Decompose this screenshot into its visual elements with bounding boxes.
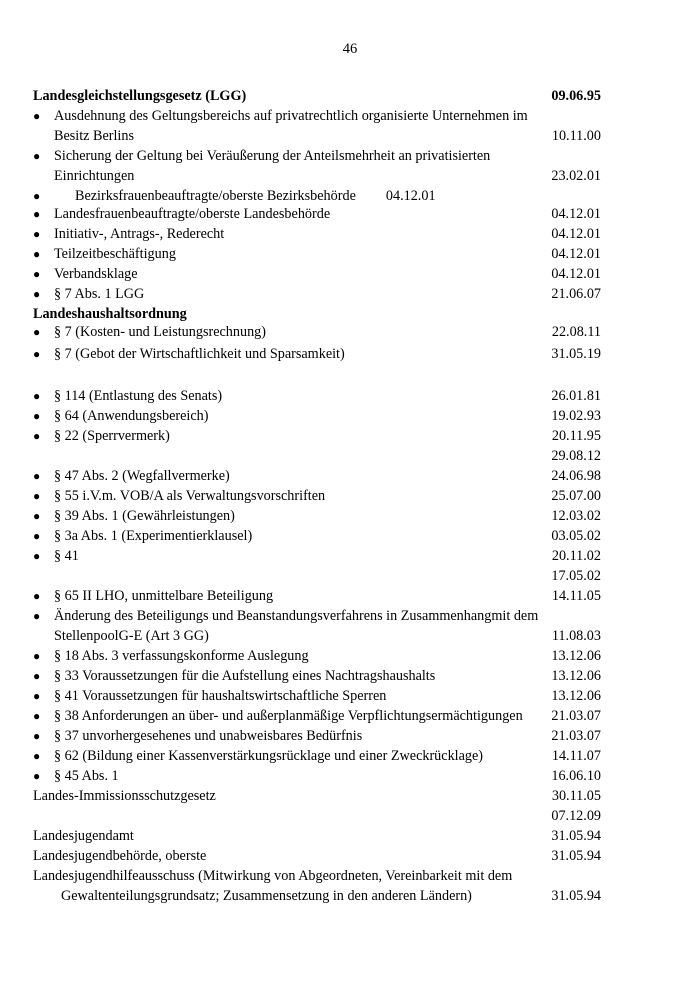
index-entry: [33, 244, 601, 264]
bullet-icon: ●: [33, 609, 41, 623]
entry-date: 07.12.09: [551, 808, 601, 824]
index-entry: [33, 846, 601, 866]
entry-text: § 3a Abs. 1 (Experimentierklausel): [54, 528, 253, 544]
bullet-icon: ●: [33, 529, 41, 543]
bullet-icon: ●: [33, 389, 41, 403]
entry-text: § 41: [54, 548, 79, 564]
entry-text: § 22 (Sperrvermerk): [54, 428, 170, 444]
bullet-icon: ●: [33, 489, 41, 503]
entry-date: 04.12.01: [551, 206, 601, 222]
index-entry: [33, 866, 601, 886]
entry-text: Landes-Immissionsschutzgesetz: [33, 788, 216, 804]
entry-text: Einrichtungen: [54, 168, 135, 184]
index-entry: [33, 546, 601, 566]
entry-text: § 47 Abs. 2 (Wegfallvermerke): [54, 468, 230, 484]
index-entry: [33, 606, 601, 626]
entry-text: Verbandsklage: [54, 266, 138, 282]
index-entry: [33, 586, 601, 606]
entry-date: 21.03.07: [551, 708, 601, 724]
entry-date: 03.05.02: [551, 528, 601, 544]
index-entry: [33, 304, 601, 324]
index-entry: [33, 686, 601, 706]
bullet-icon: ●: [33, 689, 41, 703]
index-entry: [33, 746, 601, 766]
bullet-icon: ●: [33, 409, 41, 423]
index-entry: [33, 666, 601, 686]
entry-text: § 114 (Entlastung des Senats): [54, 388, 223, 404]
entry-date: 31.05.94: [551, 828, 601, 844]
entry-date: 30.11.05: [551, 788, 601, 804]
entry-date: 12.03.02: [551, 508, 601, 524]
entry-text: § 45 Abs. 1: [54, 768, 119, 784]
entry-date: 29.08.12: [551, 448, 601, 464]
bullet-icon: ●: [33, 469, 41, 483]
entry-text: § 39 Abs. 1 (Gewährleistungen): [54, 508, 235, 524]
entry-date: 04.12.01: [551, 226, 601, 242]
index-entry: [33, 446, 601, 466]
index-entry: [33, 766, 601, 786]
entry-text: Landesfrauenbeauftragte/oberste Landesbehörde: [54, 206, 331, 222]
bullet-icon: ●: [33, 109, 41, 123]
index-entry: [33, 486, 601, 506]
entry-text: § 37 unvorhergesehenes und unabweisbares Bedürfnis: [54, 728, 363, 744]
entry-date: 14.11.05: [551, 588, 601, 604]
index-entry: [33, 826, 601, 846]
entry-date: 25.07.00: [551, 488, 601, 504]
index-entry: [33, 706, 601, 726]
bullet-icon: ●: [33, 649, 41, 663]
index-entry: [33, 264, 601, 284]
entry-date: 22.08.11: [551, 324, 601, 340]
bullet-icon: ●: [33, 589, 41, 603]
entry-text: § 7 Abs. 1 LGG: [54, 286, 145, 302]
index-entry: [33, 626, 601, 646]
bullet-icon: ●: [33, 509, 41, 523]
entry-text: § 64 (Anwendungsbereich): [54, 408, 209, 424]
index-entry: [33, 204, 601, 224]
entry-text: Landesjugendhilfeausschuss (Mitwirkung von Abgeordneten, Vereinbarkeit mit dem: [33, 868, 513, 884]
entry-date: 24.06.98: [551, 468, 601, 484]
entry-date: 31.05.19: [551, 346, 601, 362]
entry-date: 13.12.06: [551, 688, 601, 704]
index-entry: [33, 344, 601, 364]
entry-text: Besitz Berlins: [54, 128, 134, 144]
bullet-icon: ●: [33, 287, 41, 301]
bullet-icon: ●: [33, 669, 41, 683]
index-entry: [33, 506, 601, 526]
index-entry: [33, 566, 601, 586]
index-entry: [33, 726, 601, 746]
entry-date: 17.05.02: [551, 568, 601, 584]
entry-date: 20.11.95: [551, 428, 601, 444]
entry-text: § 7 (Kosten- und Leistungsrechnung): [54, 324, 266, 340]
entry-date: 14.11.07: [551, 748, 601, 764]
entry-date: 23.02.01: [551, 168, 601, 184]
index-entry: [33, 86, 601, 106]
index-entry: [33, 224, 601, 244]
bullet-icon: ●: [33, 347, 41, 361]
bullet-icon: ●: [33, 149, 41, 163]
entry-text: Teilzeitbeschäftigung: [54, 246, 176, 262]
index-entry: [33, 886, 601, 906]
entry-date: 21.03.07: [551, 728, 601, 744]
index-entry: [33, 166, 601, 186]
entry-text: § 65 II LHO, unmittelbare Beteiligung: [54, 588, 274, 604]
entry-text: Bezirksfrauenbeauftragte/oberste Bezirksbehörde 04.12.01: [75, 188, 436, 204]
entry-text: Sicherung der Geltung bei Veräußerung der Anteilsmehrheit an privatisierten: [54, 148, 491, 164]
entry-text: Initiativ-, Antrags-, Rederecht: [54, 226, 225, 242]
index-entry: [33, 806, 601, 826]
entry-date: 13.12.06: [551, 668, 601, 684]
page-number: 46: [342, 41, 358, 57]
entry-date: 04.12.01: [551, 266, 601, 282]
bullet-icon: ●: [33, 749, 41, 763]
entry-date: 13.12.06: [551, 648, 601, 664]
entry-text: Landeshaushaltsordnung: [33, 306, 187, 322]
index-entry: [33, 526, 601, 546]
bullet-icon: ●: [33, 729, 41, 743]
entry-text: § 7 (Gebot der Wirtschaftlichkeit und Sparsamkeit): [54, 346, 345, 362]
entry-date: 31.05.94: [551, 888, 601, 904]
bullet-icon: ●: [33, 549, 41, 563]
entry-text: Ausdehnung des Geltungsbereichs auf privatrechtlich organisierte Unternehmen im: [54, 108, 528, 124]
entry-date: 09.06.95: [551, 88, 601, 104]
entry-date: 04.12.01: [385, 188, 436, 204]
index-entry: [33, 284, 601, 304]
entry-text: StellenpoolG-E (Art 3 GG): [54, 628, 209, 644]
index-entry: [33, 322, 601, 342]
entry-text: Landesgleichstellungsgesetz (LGG): [33, 88, 247, 104]
index-entry: [33, 646, 601, 666]
bullet-icon: ●: [33, 227, 41, 241]
entry-date: 31.05.94: [551, 848, 601, 864]
entry-date: 26.01.81: [551, 388, 601, 404]
index-entry: [33, 406, 601, 426]
entry-text: § 62 (Bildung einer Kassenverstärkungsrücklage und einer Zweckrücklage): [54, 748, 484, 764]
index-entry: [33, 426, 601, 446]
bullet-icon: ●: [33, 267, 41, 281]
index-entry: [33, 786, 601, 806]
index-entry: [33, 186, 601, 206]
bullet-icon: ●: [33, 429, 41, 443]
entry-text: Landesjugendamt: [33, 828, 134, 844]
entry-date: 20.11.02: [551, 548, 601, 564]
entry-text: Gewaltenteilungsgrundsatz; Zusammensetzung in den anderen Ländern): [61, 888, 472, 904]
bullet-icon: ●: [33, 709, 41, 723]
entry-date: 11.08.03: [551, 628, 601, 644]
entry-date: 10.11.00: [551, 128, 601, 144]
index-entry: [33, 146, 601, 166]
index-entry: [33, 106, 601, 126]
bullet-icon: ●: [33, 207, 41, 221]
entry-text: § 41 Voraussetzungen für haushaltswirtschaftliche Sperren: [54, 688, 387, 704]
entry-text: § 18 Abs. 3 verfassungskonforme Auslegung: [54, 648, 309, 664]
entry-date: 19.02.93: [551, 408, 601, 424]
index-entry: [33, 466, 601, 486]
entry-text: Landesjugendbehörde, oberste: [33, 848, 207, 864]
bullet-icon: ●: [33, 247, 41, 261]
entry-date: 04.12.01: [551, 246, 601, 262]
index-entry: [33, 386, 601, 406]
bullet-icon: ●: [33, 769, 41, 783]
entry-date: 21.06.07: [551, 286, 601, 302]
entry-text: § 55 i.V.m. VOB/A als Verwaltungsvorschriften: [54, 488, 326, 504]
index-entry: [33, 126, 601, 146]
entry-text: § 38 Anforderungen an über- und außerplanmäßige Verpflichtungsermächtigungen: [54, 708, 523, 724]
entry-text: § 33 Voraussetzungen für die Aufstellung eines Nachtragshaushalts: [54, 668, 436, 684]
bullet-icon: ●: [33, 325, 41, 339]
entry-date: 16.06.10: [551, 768, 601, 784]
bullet-icon: ●: [33, 189, 41, 203]
entry-text: Änderung des Beteiligungs und Beanstandungsverfahrens in Zusammenhangmit dem: [54, 608, 539, 624]
